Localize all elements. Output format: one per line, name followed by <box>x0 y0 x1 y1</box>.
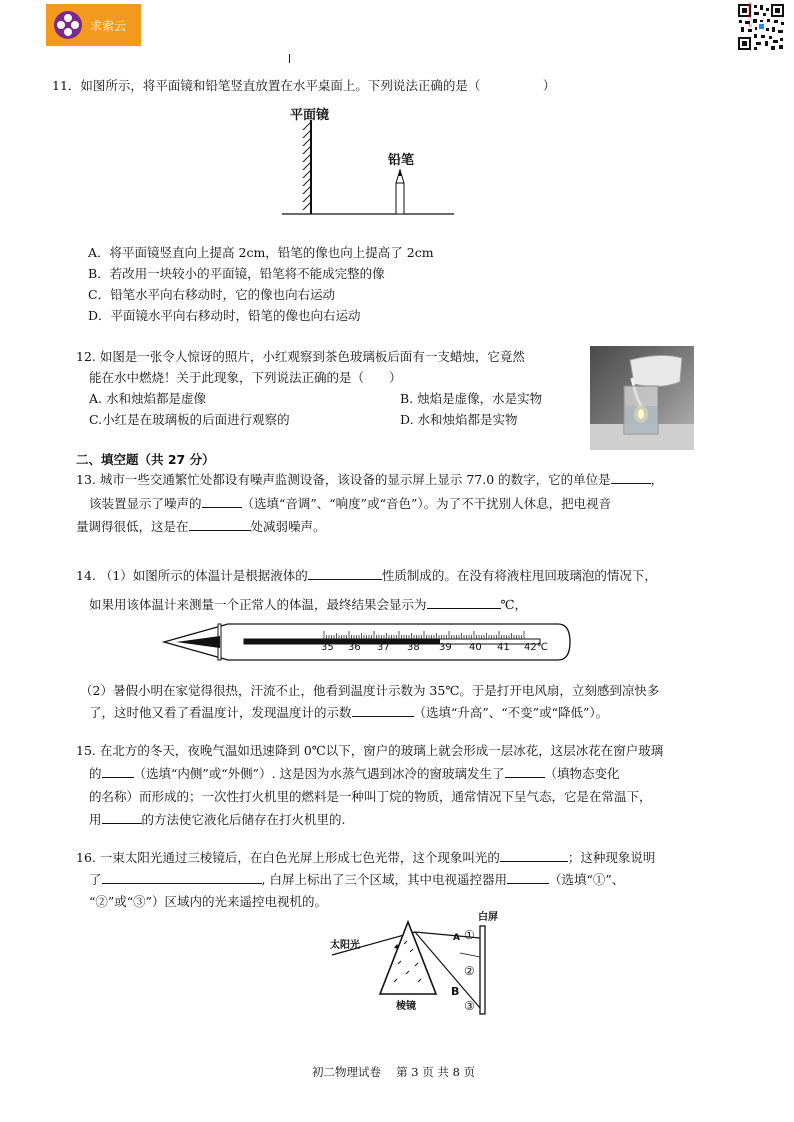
scale-label-40: 40 <box>469 642 482 653</box>
q16-blank-phenomenon[interactable] <box>500 849 568 862</box>
q14-line3: （2）暑假小明在家觉得很热，汗流不止，他看到温度计示数为 35℃。于是打开电风扇，立刻感到凉快多 <box>80 683 660 698</box>
q15-line4-end: 的方法使它液化后储存在打火机里的. <box>141 812 346 827</box>
q13-blank-property[interactable] <box>202 495 242 508</box>
q16-screen-label: 白屏 <box>478 912 498 923</box>
q16-line2-mid: , 白屏上标出了三个区域，其中电视遥控器用 <box>261 872 507 887</box>
q14-line4-text: 了，这时他又看了看温度计，发现温度计的示数 <box>89 705 352 720</box>
q13-line2-text: 该装置显示了噪声的 <box>89 496 202 511</box>
q11-mirror-label: 平面镜 <box>290 108 330 123</box>
scale-label-36: 36 <box>348 642 361 653</box>
q12-option-d: D. 水和烛焰都是实物 <box>400 412 518 427</box>
scale-label-38: 38 <box>407 642 420 653</box>
q12-option-a: A. 水和烛焰都是虚像 <box>89 391 206 406</box>
q14-line2 <box>89 596 527 614</box>
q13-line3 <box>76 518 326 536</box>
q11-pencil-label: 铅笔 <box>388 153 415 168</box>
text-cursor-mark <box>289 54 290 63</box>
qr-code <box>736 2 786 52</box>
q15-line4-text: 用 <box>89 812 102 827</box>
q14-blank-change[interactable] <box>352 704 414 717</box>
q13-line3-end: 处减弱噪声。 <box>250 519 326 534</box>
q14-line2-end: ℃， <box>500 597 527 612</box>
q12-stem-line2: 能在水中燃烧！关于此现象，下列说法正确的是（ ） <box>89 370 402 385</box>
q13-line2-end: （选填“音调”、“响度”或“音色”）。为了不干扰别人休息，把电视音 <box>241 496 612 511</box>
q15-line2-end: （填物态变化 <box>544 766 620 781</box>
q13-blank-location[interactable] <box>189 518 251 531</box>
clinical-thermometer <box>158 620 572 664</box>
q13-line3-text: 量调得很低，这是在 <box>76 519 189 534</box>
scale-label-39: 39 <box>439 642 452 653</box>
q16-line2-end: （选填“①”、 <box>548 872 625 887</box>
q11-option-a: A．将平面镜竖直向上提高 2cm，铅笔的像也向上提高了 2cm <box>88 245 434 260</box>
q16-point-b-label: B <box>451 985 460 998</box>
q16-blank-explanation[interactable] <box>102 871 262 884</box>
q13-line1-end: ， <box>650 472 664 487</box>
q14-line4 <box>89 704 608 722</box>
q16-region-1: ① <box>464 928 475 942</box>
q14-line2-text: 如果用该体温计来测量一个正常人的体温，最终结果会显示为 <box>89 597 427 612</box>
q15-blank-side[interactable] <box>102 765 134 778</box>
q15-line2-mid: （选填“内侧”或“外侧”）. 这是因为水蒸气遇到冰冷的窗玻璃发生了 <box>133 766 505 781</box>
q14-line1-end: 性质制成的。在没有将液柱甩回玻璃泡的情况下， <box>381 568 657 583</box>
scale-label-41: 41 <box>497 642 510 653</box>
q11-option-c: C．铅笔水平向右移动时，它的像也向右运动 <box>88 287 336 302</box>
q14-line1-text: 14. （1）如图所示的体温计是根据液体的 <box>76 568 308 583</box>
q15-blank-change[interactable] <box>505 765 545 778</box>
q16-line3: “②”或“③”）区域内的光来遥控电视机的。 <box>89 894 328 909</box>
q14-blank-reading[interactable] <box>427 596 501 609</box>
scale-label-37: 37 <box>377 642 390 653</box>
q15-line1: 15. 在北方的冬天，夜晚气温如迅速降到 0℃以下，窗户的玻璃上就会形成一层冰花，这层冰花在窗户玻璃 <box>76 743 664 758</box>
q12-option-b: B. 烛焰是虚像，水是实物 <box>400 391 543 406</box>
q16-region-3: ③ <box>464 999 475 1013</box>
q16-prism-figure <box>330 908 500 1018</box>
q15-line2-text: 的 <box>89 766 102 781</box>
q16-prism-label: 棱镜 <box>396 1001 416 1012</box>
q12-candle-photo <box>590 346 694 450</box>
section-2-title: 二、填空题（共 27 分） <box>76 452 215 467</box>
q16-line2 <box>89 871 624 889</box>
page-footer: 初二物理试卷 第 3 页 共 8 页 <box>312 1065 476 1079</box>
brand-logo <box>46 4 141 46</box>
q16-point-a-label: A <box>453 933 460 943</box>
q12-option-c: C.小红是在玻璃板的后面进行观察的 <box>89 412 290 427</box>
q15-line3: 的名称）而形成的；一次性打火机里的燃料是一种叫丁烷的物质，通常情况下呈气态，它是在常温下， <box>89 789 652 804</box>
logo-text: 求索云 <box>90 18 127 33</box>
q16-line2-text: 了 <box>89 872 102 887</box>
q11-option-d: D．平面镜水平向右移动时，铅笔的像也向右运动 <box>88 308 361 323</box>
q11-option-b: B．若改用一块较小的平面镜，铅笔将不能成完整的像 <box>88 266 385 281</box>
q16-region-2: ② <box>464 964 475 978</box>
q16-blank-region[interactable] <box>507 871 549 884</box>
qr-caption: ot·小程序搜索 <box>747 2 753 28</box>
q16-line1-text: 16. 一束太阳光通过三棱镜后，在白色光屏上形成七色光带，这个现象叫光的 <box>76 850 500 865</box>
q11-stem: 11．如图所示，将平面镜和铅笔竖直放置在水平桌面上。下列说法正确的是（ ） <box>52 78 556 93</box>
q13-line1 <box>76 471 663 489</box>
q13-line2 <box>89 495 611 513</box>
scale-label-35: 35 <box>321 642 334 653</box>
q13-blank-unit[interactable] <box>611 471 651 484</box>
q16-line1-end: ；这种现象说明 <box>567 850 656 865</box>
q15-line2 <box>89 765 620 783</box>
thermometer-scale <box>158 642 572 658</box>
logo-flower-icon <box>54 11 82 39</box>
q12-stem-line1: 12. 如图是一张令人惊讶的照片，小红观察到茶色玻璃板后面有一支蜡烛，它竟然 <box>76 349 525 364</box>
scale-label-42: 42℃ <box>524 642 548 653</box>
q16-sunlight-label: 太阳光 <box>330 940 360 951</box>
q15-blank-method[interactable] <box>102 811 142 824</box>
q16-line1 <box>76 849 655 867</box>
q14-line4-end: （选填“升高”、“不变”或“降低”）。 <box>413 705 609 720</box>
q13-line1-text: 13. 城市一些交通繁忙处都设有噪声监测设备，该设备的显示屏上显示 77.0 的数字，它的单位是 <box>76 472 611 487</box>
q14-blank-property[interactable] <box>308 567 382 580</box>
q14-line1 <box>76 567 657 585</box>
q11-figure <box>280 100 460 220</box>
q15-line4 <box>89 811 346 829</box>
